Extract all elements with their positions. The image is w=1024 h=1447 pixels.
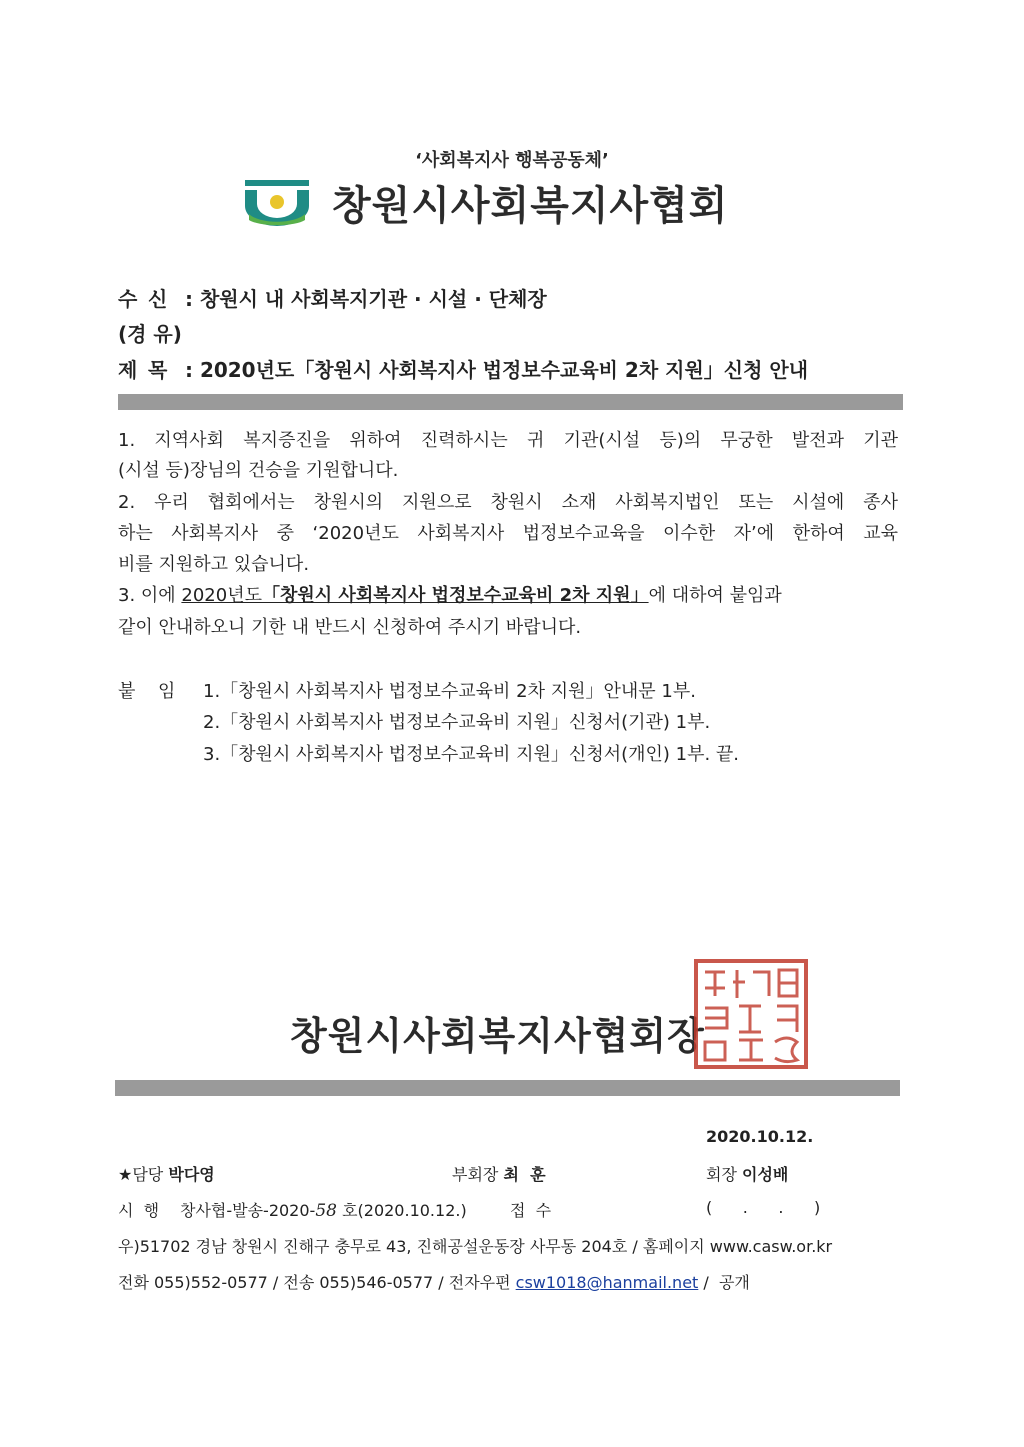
- official-seal-icon: [693, 958, 809, 1070]
- subject-value: 2020년도「창원시 사회복지사 법정보수교육비 2차 지원」신청 안내: [199, 358, 809, 382]
- attachment-item-1: 1.「창원시 사회복지사 법정보수교육비 2차 지원」안내문 1부.: [203, 681, 696, 702]
- subject-row: 제 목 : 2020년도「창원시 사회복지사 법정보수교육비 2차 지원」신청 안내: [118, 354, 808, 383]
- header-divider: [118, 394, 903, 410]
- receipt-value: ( . . ): [706, 1198, 821, 1217]
- recipient-label-1: 수: [118, 287, 138, 311]
- recipient-label-2: 신: [148, 287, 168, 311]
- paragraph-3-line-1: 3. 이에 2020년도「창원시 사회복지사 법정보수교육비 2차 지원」에 대하여 붙임과: [118, 585, 782, 606]
- slogan: ‘사회복지사 행복공동체’: [415, 150, 609, 171]
- address-line: 우)51702 경남 창원시 진해구 충무로 43, 진해공설운동장 사무동 204호 / 홈페이지 www.casw.or.kr: [118, 1237, 833, 1256]
- attachments-label: 붙 임: [118, 681, 176, 702]
- subject-label-1: 제: [118, 358, 138, 382]
- paragraph-2-line-2: 하는 사회복지사 중 ‘2020년도 사회복지사 법정보수교육을 이수한 자’에 한하여 교육: [118, 523, 898, 544]
- attachment-item-3: 3.「창원시 사회복지사 법정보수교육비 지원」신청서(개인) 1부. 끝.: [203, 744, 740, 765]
- highlighted-program-title: 「창원시 사회복지사 법정보수교육비 2차 지원」: [262, 585, 649, 606]
- execution-record: 시 행 창사협-발송-2020-58 호(2020.10.12.): [118, 1201, 467, 1221]
- recipient-row: 수 신 : 창원시 내 사회복지기관 · 시설 · 단체장: [118, 283, 547, 312]
- subject-label-2: 목: [148, 358, 168, 382]
- receipt-label: 접 수: [510, 1201, 552, 1220]
- footer-divider: [115, 1080, 900, 1096]
- paragraph-1-line-1: 1. 지역사회 복지증진을 위하여 진력하시는 귀 기관(시설 등)의 무궁한 발전과 기관: [118, 430, 898, 451]
- handwritten-document-number: 58: [315, 1201, 337, 1221]
- paragraph-2-line-3: 비를 지원하고 있습니다.: [118, 554, 310, 575]
- staff-in-charge: ★담당 박다영: [118, 1165, 215, 1184]
- recipient-value: 창원시 내 사회복지기관 · 시설 · 단체장: [199, 287, 547, 311]
- association-logo-icon: [245, 180, 309, 226]
- highlighted-program-year: 2020년도: [181, 585, 262, 606]
- contact-line: 전화 055)552-0577 / 전송 055)546-0577 / 전자우편 csw1018@hanmail.net / 공개: [118, 1273, 750, 1292]
- president: 회장 이성배: [706, 1165, 789, 1184]
- paragraph-1-line-2: (시설 등)장님의 건승을 기원합니다.: [118, 460, 399, 481]
- attachment-item-2: 2.「창원시 사회복지사 법정보수교육비 지원」신청서(기관) 1부.: [203, 712, 711, 733]
- vice-president: 부회장 최 훈: [452, 1165, 546, 1184]
- issue-date: 2020.10.12.: [706, 1127, 814, 1146]
- paragraph-3-line-2: 같이 안내하오니 기한 내 반드시 신청하여 주시기 바랍니다.: [118, 617, 582, 638]
- via-label: (경 유): [118, 322, 182, 346]
- organization-title: 창원시사회복지사협회: [332, 183, 729, 229]
- signer-title: 창원시사회복지사협회장: [290, 1014, 705, 1058]
- paragraph-2-line-1: 2. 우리 협회에서는 창원시의 지원으로 창원시 소재 사회복지법인 또는 시설에 종사: [118, 492, 898, 513]
- email-link[interactable]: csw1018@hanmail.net: [515, 1273, 699, 1292]
